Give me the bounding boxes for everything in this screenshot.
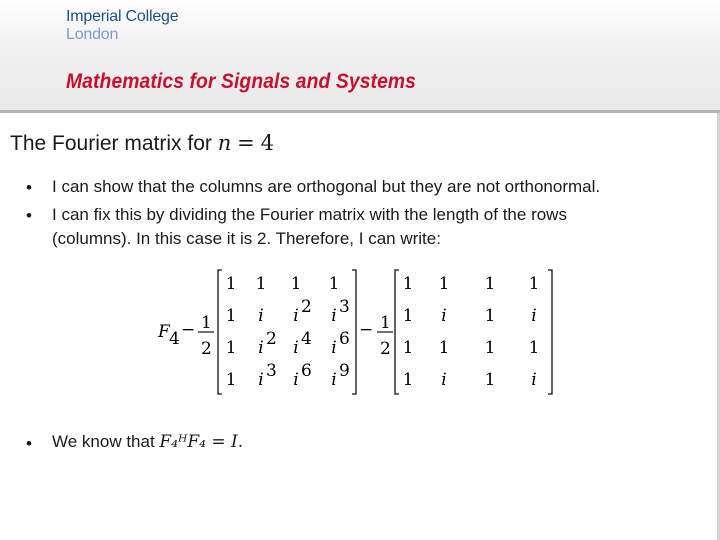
imperial-college-logo xyxy=(66,8,178,44)
matrix1-exponent: 6 xyxy=(301,361,312,381)
matrix1-exponent: 4 xyxy=(301,329,312,349)
lhs-symbol: F xyxy=(158,322,170,342)
matrix1-exponent: 6 xyxy=(339,329,350,349)
lhs-subscript: 4 xyxy=(169,329,180,349)
matrix2-cell: 1 xyxy=(402,306,414,326)
logo-line-2: London xyxy=(66,26,119,43)
matrix1-cell: 1 xyxy=(225,274,237,294)
matrix1-cell: i xyxy=(258,338,264,358)
matrix2-cell: 1 xyxy=(402,274,414,294)
slide-title xyxy=(10,131,274,156)
bullet-3-text: We know that xyxy=(52,432,155,451)
fraction-denominator: 2 xyxy=(380,339,391,359)
matrix1-exponent: 2 xyxy=(266,329,277,349)
logo-line-1: Imperial College xyxy=(66,8,179,25)
matrix1-left-bracket xyxy=(218,270,222,394)
title-variable: n xyxy=(217,131,232,155)
matrix2-cell: 1 xyxy=(528,274,540,294)
matrix1-cell: 1 xyxy=(225,338,237,358)
matrix1-cell: i xyxy=(331,338,337,358)
bullet-marker: • xyxy=(26,434,32,453)
matrix1-right-bracket xyxy=(352,270,356,394)
matrix1-exponent: 3 xyxy=(266,361,277,381)
matrix1-cell: i xyxy=(331,306,337,326)
bullet-3 xyxy=(52,432,243,452)
bullet-1: I can show that the columns are orthogonal but they are not orthonormal. xyxy=(52,177,601,196)
matrix2-cell: i xyxy=(441,306,447,326)
unitary-formula: F₄ᴴF₄ = I. xyxy=(159,432,244,452)
fourier-matrix-equation xyxy=(156,264,556,399)
matrix1-cell: 1 xyxy=(290,274,302,294)
matrix2-cell: i xyxy=(531,306,537,326)
matrix2-cell: 1 xyxy=(484,370,496,390)
matrix1-cell: 1 xyxy=(225,306,237,326)
matrix1-cell: 1 xyxy=(328,274,340,294)
matrix2-cell: 1 xyxy=(528,338,540,358)
fraction-numerator: 1 xyxy=(201,313,212,333)
matrix2-cell: i xyxy=(531,370,537,390)
matrix2-cell: 1 xyxy=(438,274,450,294)
matrix1-cell: i xyxy=(293,370,299,390)
title-equals: = xyxy=(237,131,255,155)
matrix2-left-bracket xyxy=(395,270,399,394)
bullet-2-line-1: I can fix this by dividing the Fourier matrix with the length of the rows xyxy=(52,205,567,224)
matrix1-cell: i xyxy=(293,338,299,358)
matrix2-cell: i xyxy=(441,370,447,390)
bullet-marker: • xyxy=(26,178,32,197)
matrix1-cell: i xyxy=(258,306,264,326)
matrix1-exponent: 3 xyxy=(339,297,350,317)
minus-sign: − xyxy=(181,320,196,340)
matrix2-cell: 1 xyxy=(402,370,414,390)
matrix1-cell: 1 xyxy=(255,274,267,294)
matrix1-cell: 1 xyxy=(225,370,237,390)
matrix1-exponent: 2 xyxy=(301,297,312,317)
matrix2-cell: 1 xyxy=(484,338,496,358)
bullet-2-line-2: (columns). In this case it is 2. Therefore, I can write: xyxy=(52,229,441,248)
minus-sign: − xyxy=(359,320,374,340)
matrix1-exponent: 9 xyxy=(339,361,350,381)
course-title: Mathematics for Signals and Systems xyxy=(66,70,417,93)
matrix1-cell: i xyxy=(258,370,264,390)
matrix1-cell: i xyxy=(293,306,299,326)
matrix1-cell: i xyxy=(331,370,337,390)
matrix2-cell: 1 xyxy=(438,338,450,358)
fraction-numerator: 1 xyxy=(380,313,391,333)
fraction-denominator: 2 xyxy=(201,339,212,359)
bullet-marker: • xyxy=(26,206,32,225)
title-text: The Fourier matrix for xyxy=(10,132,212,155)
matrix2-cell: 1 xyxy=(402,338,414,358)
slide-header xyxy=(0,0,720,113)
matrix2-cell: 1 xyxy=(484,274,496,294)
matrix2-right-bracket xyxy=(548,270,552,394)
title-number: 4 xyxy=(260,131,274,155)
matrix2-cell: 1 xyxy=(484,306,496,326)
